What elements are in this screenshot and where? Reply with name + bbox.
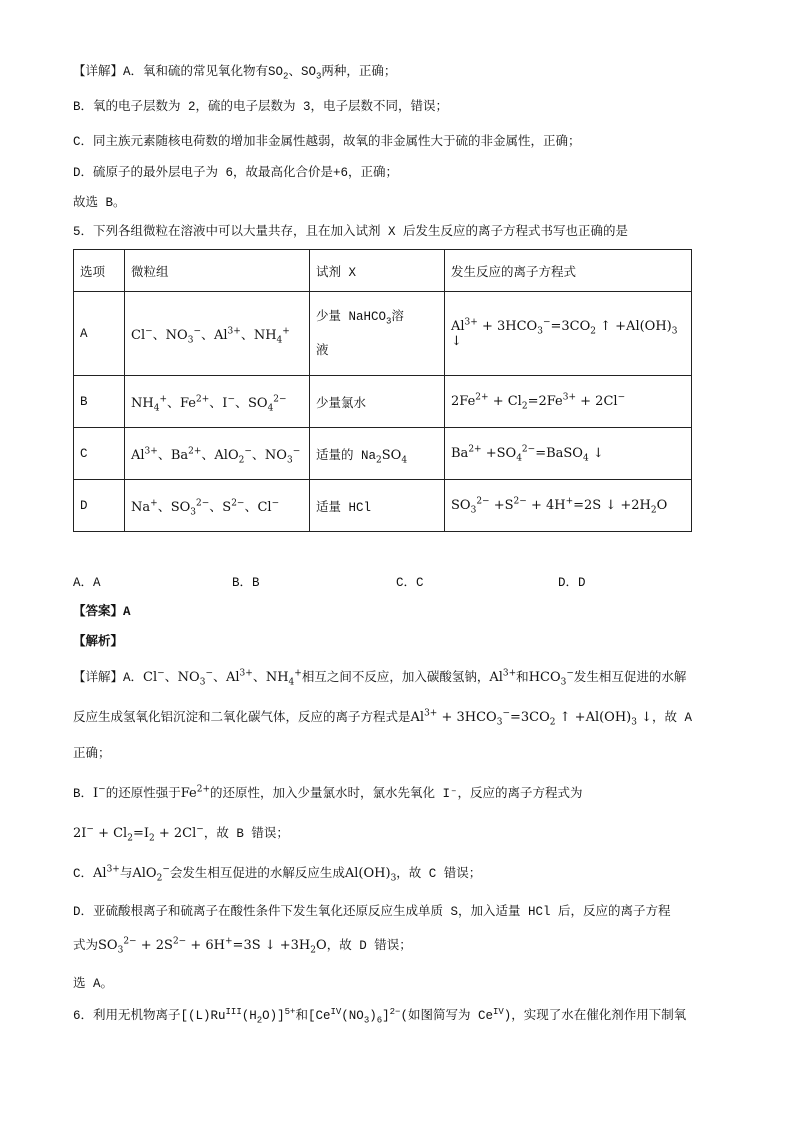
header-reagent: 试剂 X <box>310 250 445 292</box>
table-row <box>74 292 692 376</box>
row-reagent: 少量氯水 <box>310 376 445 428</box>
row-equation: $Ba^{2+}$ $+SO_4^{2-}=BaSO_4$ ↓ <box>445 428 692 480</box>
choice-c: C．C <box>396 576 424 590</box>
table-header-row <box>74 250 692 292</box>
detail-a-line2: 反应生成氢氧化铝沉淀和二氧化碳气体，反应的离子方程式是$Al^{3+} + 3HCO_3^-=3CO_2$ ↑ $+Al(OH)_3$ ↓，故 A <box>73 708 693 728</box>
row-option: B <box>74 376 125 428</box>
analysis-label: 【解析】 <box>73 635 124 649</box>
detail-d-line1: D．亚硫酸根离子和硫离子在酸性条件下发生氧化还原反应生成单质 S，加入适量 HCl 后，反应的离子方程 <box>73 905 671 919</box>
row-particles: Na+、$SO_3^{2-}$、$S^{2-}$、Cl− <box>125 480 310 532</box>
q5-select: 选 A。 <box>73 977 114 991</box>
detail-b-line2: $2I^- + Cl_2=I_2 + 2Cl^-$，故 B 错误； <box>73 824 289 844</box>
q4-detail-c: C．同主族元素随核电荷数的增加非金属性越弱，故氧的非金属性大于硫的非金属性，正确； <box>73 135 581 149</box>
q4-select: 故选 B。 <box>73 196 126 210</box>
header-equation: 发生反应的离子方程式 <box>445 250 692 292</box>
detail-c-line: C．$Al^{3+}$与AlO$_2$−会发生相互促进的水解反应生成$Al(OH)_3$，故 C 错误； <box>73 864 482 884</box>
detail-d-line2: 式为$SO_3^{2-} + 2S^{2-} + 6H^+=3S$ ↓ $+3H_2O$，故 D 错误； <box>73 936 412 956</box>
row-reagent: 适量 HCl <box>310 480 445 532</box>
row-reagent: 适量的 $Na_2SO_4$ <box>310 428 445 480</box>
row-particles: Cl−、$NO_3^-$、$Al^{3+}$、$NH_4^+$ <box>125 292 310 376</box>
q6-stem: 6．利用无机物离子$[(L)Ru^{III}(H_2O)]^{5+}$和$[Ce^{IV}(NO_3)_6]^{2-}$(如图简写为 $Ce^{IV}$)，实现了水在催化剂作用下制氧 <box>73 1006 687 1026</box>
answer-label: 【答案】A <box>73 605 131 619</box>
row-option: C <box>74 428 125 480</box>
table-row <box>74 428 692 480</box>
table-row <box>74 376 692 428</box>
q5-table <box>73 249 692 532</box>
row-reagent: 少量 NaHCO$_3$溶 液 <box>310 292 445 376</box>
detail-b-line1: B．I−的还原性强于$Fe^{2+}$的还原性，加入少量氯水时，氯水先氧化 I⁻，反应的离子方程式为 <box>73 784 583 801</box>
table-row <box>74 480 692 532</box>
row-particles: $NH_4^+$、$Fe^{2+}$、I−、$SO_4^{2-}$ <box>125 376 310 428</box>
row-equation: $Al^{3+} + 3HCO_3^-=3CO_2$ ↑ $+Al(OH)_3$ ↓ <box>445 292 692 376</box>
q4-detail-d: D．硫原子的最外层电子为 6，故最高化合价是+6，正确； <box>73 166 399 180</box>
q4-detail-a: 【详解】A．氧和硫的常见氧化物有$SO_2$、$SO_3$两种，正确； <box>73 65 397 82</box>
row-option: A <box>74 292 125 376</box>
q5-choices <box>73 572 693 592</box>
detail-a-line1: 【详解】A．Cl−、$NO_3^-$、$Al^{3+}$、$NH_4^+$相互之间不反应，加入碳酸氢钠，$Al^{3+}$和$HCO_3^-$发生相互促进的水解 <box>73 668 687 688</box>
header-option: 选项 <box>74 250 125 292</box>
row-equation: $2Fe^{2+} + Cl_2=2Fe^{3+} + 2Cl^-$ <box>445 376 692 428</box>
row-equation: $SO_3^{2-} +S^{2-} + 4H^+=2S$ ↓ $+2H_2O$ <box>445 480 692 532</box>
choice-a: A．A <box>73 576 101 590</box>
choice-d: D．D <box>558 576 586 590</box>
q4-detail-b: B．氧的电子层数为 2，硫的电子层数为 3，电子层数不同，错误； <box>73 100 449 114</box>
detail-a-line3: 正确； <box>73 747 111 761</box>
header-particles: 微粒组 <box>125 250 310 292</box>
q5-stem: 5．下列各组微粒在溶液中可以大量共存，且在加入试剂 X 后发生反应的离子方程式书写也正确的是 <box>73 225 629 239</box>
choice-b: B．B <box>232 576 260 590</box>
row-option: D <box>74 480 125 532</box>
row-particles: $Al^{3+}$、$Ba^{2+}$、AlO$_2$−、$NO_3^-$ <box>125 428 310 480</box>
